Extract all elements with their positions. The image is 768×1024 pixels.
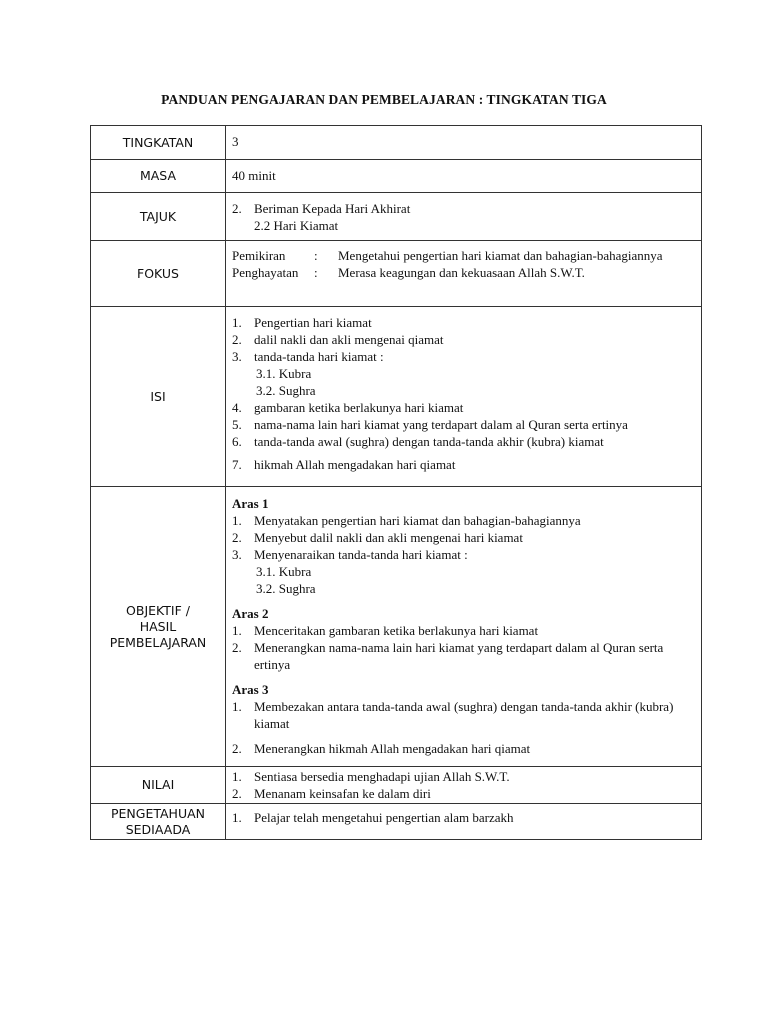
label-line: PEMBELAJARAN bbox=[109, 634, 207, 650]
row-tingkatan bbox=[91, 126, 702, 160]
list-item bbox=[232, 348, 695, 365]
list-item bbox=[232, 546, 695, 563]
item-text: Membezakan antara tanda-tanda awal (sughra) dengan tanda-tanda akhir (kubra) kiamat bbox=[254, 699, 674, 731]
item-text: Menerangkan nama-nama lain hari kiamat yang terdapart dalam al Quran serta ertinya bbox=[254, 640, 664, 672]
item-text: 3.1. Kubra bbox=[256, 564, 312, 579]
aras-2-list bbox=[232, 622, 695, 673]
item-number: 2. bbox=[232, 640, 242, 655]
item-number: 1. bbox=[232, 810, 242, 825]
label-nilai: NILAI bbox=[91, 767, 226, 804]
fokus-value: Mengetahui pengertian hari kiamat dan bahagian-bahagiannya bbox=[338, 248, 663, 263]
fokus-separator: : bbox=[314, 265, 318, 280]
list-item bbox=[232, 809, 695, 826]
list-item bbox=[232, 433, 695, 450]
item-number: 6. bbox=[232, 434, 242, 449]
list-item bbox=[232, 768, 695, 785]
list-item bbox=[232, 365, 695, 382]
fokus-row bbox=[232, 264, 695, 281]
item-text: 3.2. Sughra bbox=[256, 581, 316, 596]
list-item bbox=[232, 698, 695, 732]
item-text: Menyenaraikan tanda-tanda hari kiamat : bbox=[254, 547, 468, 562]
item-number: 1. bbox=[232, 315, 242, 330]
aras-1-heading: Aras 1 bbox=[232, 496, 269, 511]
tajuk-list bbox=[232, 200, 695, 234]
item-number: 2. bbox=[232, 201, 242, 216]
pengetahuan-list bbox=[232, 809, 695, 826]
label-tingkatan: TINGKATAN bbox=[91, 126, 226, 160]
list-item bbox=[232, 217, 695, 234]
item-number: 2. bbox=[232, 786, 242, 801]
row-pengetahuan-sediaada bbox=[91, 804, 702, 840]
aras-3-heading: Aras 3 bbox=[232, 682, 269, 697]
item-text: Menyebut dalil nakli dan akli mengenai hari kiamat bbox=[254, 530, 523, 545]
fokus-key: Penghayatan bbox=[232, 265, 299, 280]
item-number: 3. bbox=[232, 349, 242, 364]
list-item bbox=[232, 331, 695, 348]
nilai-list bbox=[232, 768, 695, 802]
item-number: 2. bbox=[232, 741, 242, 756]
item-text: gambaran ketika berlakunya hari kiamat bbox=[254, 400, 464, 415]
label-objektif bbox=[91, 487, 226, 767]
list-item bbox=[232, 314, 695, 331]
aras-3-list bbox=[232, 698, 695, 757]
list-item bbox=[232, 563, 695, 580]
item-text: Menceritakan gambaran ketika berlakunya hari kiamat bbox=[254, 623, 539, 638]
item-text: Menyatakan pengertian hari kiamat dan bahagian-bahagiannya bbox=[254, 513, 581, 528]
list-item bbox=[232, 456, 695, 473]
item-number: 1. bbox=[232, 769, 242, 784]
document-title: PANDUAN PENGAJARAN DAN PEMBELAJARAN : TINGKATAN TIGA bbox=[161, 92, 607, 107]
row-nilai bbox=[91, 767, 702, 804]
value-pengetahuan-sediaada bbox=[226, 804, 702, 840]
item-number: 2. bbox=[232, 332, 242, 347]
aras-1-list bbox=[232, 512, 695, 597]
lesson-plan-table bbox=[90, 125, 702, 840]
item-text: Beriman Kepada Hari Akhirat bbox=[254, 201, 411, 216]
list-item bbox=[232, 399, 695, 416]
list-item bbox=[232, 639, 695, 673]
row-isi bbox=[91, 307, 702, 487]
item-text: Menanam keinsafan ke dalam diri bbox=[254, 786, 431, 801]
label-pengetahuan-sediaada bbox=[91, 804, 226, 840]
item-text: Menerangkan hikmah Allah mengadakan hari qiamat bbox=[254, 741, 531, 756]
label-line: PENGETAHUAN bbox=[110, 805, 206, 821]
list-item bbox=[232, 580, 695, 597]
item-text: Pengertian hari kiamat bbox=[254, 315, 372, 330]
item-number: 1. bbox=[232, 699, 242, 714]
list-item bbox=[232, 382, 695, 399]
item-text: tanda-tanda awal (sughra) dengan tanda-tanda akhir (kubra) kiamat bbox=[254, 434, 604, 449]
list-item bbox=[232, 200, 695, 217]
item-number: 3. bbox=[232, 547, 242, 562]
value-tingkatan: 3 bbox=[226, 126, 702, 160]
item-text: 3.2. Sughra bbox=[256, 383, 316, 398]
label-line: SEDIAADA bbox=[125, 821, 191, 837]
row-fokus bbox=[91, 241, 702, 307]
item-number: 7. bbox=[232, 457, 242, 472]
item-text: hikmah Allah mengadakan hari qiamat bbox=[254, 457, 456, 472]
item-number: 1. bbox=[232, 623, 242, 638]
label-tajuk: TAJUK bbox=[91, 193, 226, 241]
label-masa: MASA bbox=[91, 160, 226, 193]
value-masa: 40 minit bbox=[226, 160, 702, 193]
item-text: Sentiasa bersedia menghadapi ujian Allah S.W.T. bbox=[254, 769, 510, 784]
list-item bbox=[232, 512, 695, 529]
fokus-value: Merasa keagungan dan kekuasaan Allah S.W.T. bbox=[338, 265, 585, 280]
item-number: 2. bbox=[232, 530, 242, 545]
item-text: Pelajar telah mengetahui pengertian alam barzakh bbox=[254, 810, 514, 825]
list-item bbox=[232, 622, 695, 639]
value-objektif bbox=[226, 487, 702, 767]
item-number: 4. bbox=[232, 400, 242, 415]
label-isi: ISI bbox=[91, 307, 226, 487]
value-nilai bbox=[226, 767, 702, 804]
label-fokus: FOKUS bbox=[91, 241, 226, 307]
list-item bbox=[232, 740, 695, 757]
row-tajuk bbox=[91, 193, 702, 241]
label-line: OBJEKTIF / bbox=[126, 602, 190, 618]
row-masa bbox=[91, 160, 702, 193]
value-fokus bbox=[226, 241, 702, 307]
item-text: tanda-tanda hari kiamat : bbox=[254, 349, 384, 364]
item-number: 5. bbox=[232, 417, 242, 432]
item-text: dalil nakli dan akli mengenai qiamat bbox=[254, 332, 444, 347]
fokus-key: Pemikiran bbox=[232, 248, 286, 263]
list-item bbox=[232, 416, 695, 433]
value-tajuk bbox=[226, 193, 702, 241]
list-item bbox=[232, 785, 695, 802]
value-isi bbox=[226, 307, 702, 487]
row-objektif bbox=[91, 487, 702, 767]
item-text: nama-nama lain hari kiamat yang terdapart dalam al Quran serta ertinya bbox=[254, 417, 628, 432]
item-text: 2.2 Hari Kiamat bbox=[254, 218, 339, 233]
item-text: 3.1. Kubra bbox=[256, 366, 312, 381]
isi-list bbox=[232, 314, 695, 473]
aras-2-heading: Aras 2 bbox=[232, 606, 269, 621]
fokus-row bbox=[232, 247, 695, 264]
fokus-separator: : bbox=[314, 248, 318, 263]
label-line: HASIL bbox=[139, 618, 177, 634]
list-item bbox=[232, 529, 695, 546]
item-number: 1. bbox=[232, 513, 242, 528]
